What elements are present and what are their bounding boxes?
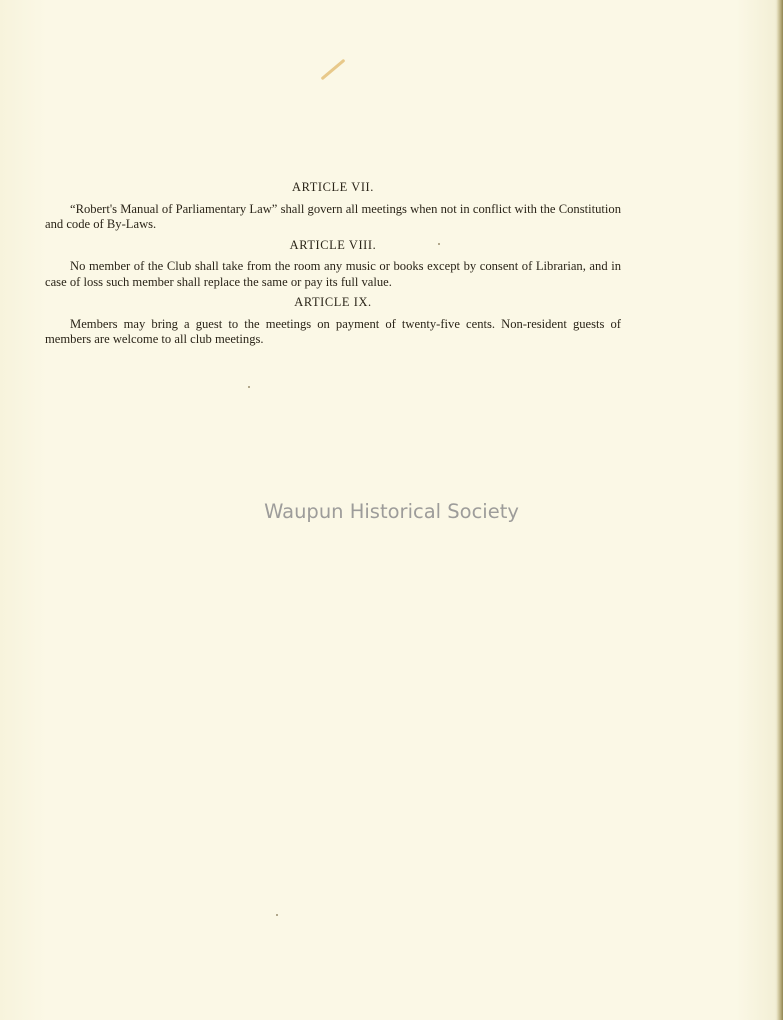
paper-stain-mark — [321, 59, 346, 81]
paper-speck — [248, 386, 250, 388]
article-text: No member of the Club shall take from the room any music or books except by consent of Librarian, and in case of loss such member shall replace the same or pay its full value. — [45, 259, 621, 289]
article-heading: ARTICLE VIII. — [289, 237, 377, 252]
article-heading: ARTICLE VII. — [292, 180, 374, 194]
watermark-text: Waupun Historical Society — [264, 500, 519, 523]
bylaws-content — [45, 180, 621, 353]
article-text: Members may bring a guest to the meetings on payment of twenty-five cents. Non-resident guests of members are welcome to all club meetings. — [45, 316, 621, 346]
paper-speck — [276, 914, 278, 916]
article-heading: ARTICLE IX. — [294, 295, 372, 309]
article-text: “Robert's Manual of Parliamentary Law” shall govern all meetings when not in conflict with the Constitution and code of By-Laws. — [45, 201, 621, 231]
